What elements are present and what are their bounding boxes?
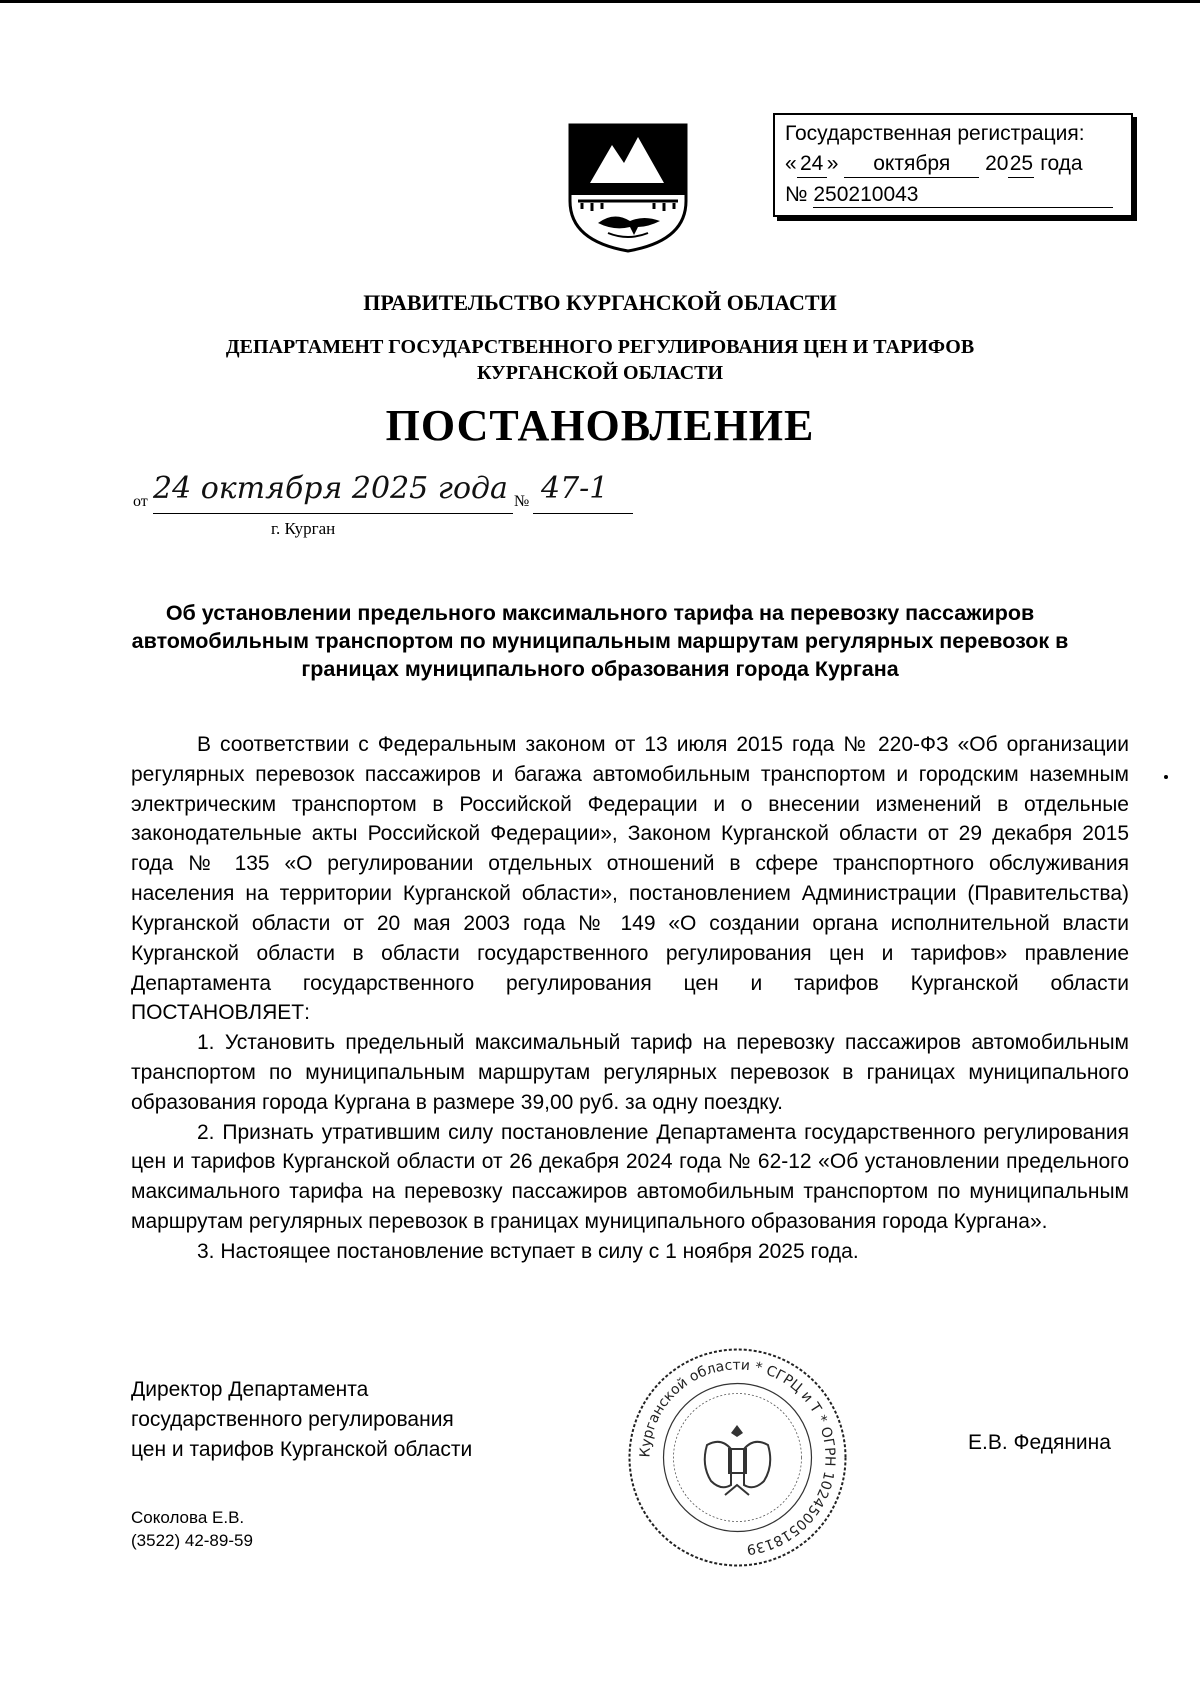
signer-position-line-1: Директор Департамента: [131, 1378, 369, 1401]
document-body: [131, 730, 1129, 1267]
registration-date: « 24 » октября 2025 года: [785, 149, 1121, 179]
registration-year-word: года: [1040, 152, 1083, 176]
official-seal: [625, 1345, 850, 1570]
signer-name: Е.В. Федянина: [968, 1431, 1111, 1454]
registration-number-label: №: [785, 182, 808, 206]
government-name: ПРАВИТЕЛЬСТВО КУРГАНСКОЙ ОБЛАСТИ: [363, 290, 837, 315]
scan-speck: [1164, 775, 1168, 779]
registration-year-prefix: 20: [985, 152, 1009, 176]
handwritten-date: 24 октября 2025 года: [153, 471, 508, 506]
department-line-2: КУРГАНСКОЙ ОБЛАСТИ: [476, 362, 724, 384]
registration-number-row: [785, 180, 1121, 210]
signer-position-line-2: государственного регулирования: [131, 1407, 454, 1431]
signer-position-line-3: цен и тарифов Курганской области: [131, 1437, 473, 1461]
item-2-paragraph: 2. Признать утратившим силу постановление Департамента государственного регулирования цен и тарифов Курганской области от 26 декабря 2024 года № 62-12 «Об установлении предельного максимального тарифа на перевозку пассажиров автомобильным транспортом по муниципальным маршрутам регулярных перевозок в границах муниципального образования города Кургана».: [131, 1120, 1129, 1233]
registration-year-suffix: 25: [1008, 151, 1034, 177]
executor-phone: (3522) 42-89-59: [131, 1530, 253, 1550]
svg-text:Курганской области * СГРЦ и Т: [637, 1357, 837, 1557]
item-3-paragraph: 3. Настоящее постановление вступает в силу с 1 ноября 2025 года.: [197, 1239, 859, 1263]
item-1-paragraph: 1. Установить предельный максимальный тариф на перевозку пассажиров автомобильным транспортом по муниципальным маршрутам регулярных перевозок в границах муниципального образования города Кургана в размере 39,00 руб. за одну поездку.: [131, 1031, 1129, 1114]
registration-month: октября: [844, 151, 979, 177]
executor-name: Соколова Е.В.: [131, 1508, 245, 1527]
handwritten-number: 47-1: [541, 471, 609, 506]
executor-info: [131, 1507, 253, 1553]
department-name: [0, 334, 1200, 386]
city-name: г. Курган: [271, 519, 336, 538]
document-title: Об установлении предельного максимального тарифа на перевозку пассажиров автомобильным транспортом по муниципальным маршрутам регулярных перевозок в границах муниципального образования города Кургана: [131, 601, 1069, 681]
date-from-label: от: [133, 493, 148, 510]
document-dateline: [133, 471, 653, 515]
coat-of-arms-emblem: [568, 123, 688, 253]
registration-day: 24: [797, 151, 827, 177]
registration-number: 250210043: [813, 182, 1113, 208]
registration-title: Государственная регистрация:: [785, 122, 1085, 145]
department-line-1: ДЕПАРТАМЕНТ ГОСУДАРСТВЕННОГО РЕГУЛИРОВАНИЯ ЦЕН И ТАРИФОВ: [225, 336, 975, 358]
signer-position: [131, 1375, 472, 1464]
document-type: ПОСТАНОВЛЕНИЕ: [385, 401, 815, 450]
document-number-label: №: [514, 493, 530, 510]
registration-stamp-box: [773, 113, 1133, 217]
seal-text: Курганской области * СГРЦ и Т * ОГРН 1024500518139: [637, 1357, 838, 1558]
preamble-paragraph: В соответствии с Федеральным законом от 13 июля 2015 года № 220-ФЗ «Об организации регулярных перевозок пассажиров и багажа автомобильным транспортом и городским наземным электрическим транспортом в Российской Федерации и о внесении изменений в отдельные законодательные акты Российской Федерации», Законом Курганской области от 29 декабря 2015 года № 135 «О регулировании отдельных отношений в сфере транспортного обслуживания населения на территории Курганской области», постановлением Администрации (Правительства) Курганской области от 20 мая 2003 года № 149 «О создании органа исполнительной власти Курганской области в области государственного регулирования цен и тарифов» правление Департамента государственного регулирования цен и тарифов Курганской области ПОСТАНОВЛЯЕТ:: [131, 733, 1129, 1025]
date-underline: [153, 513, 513, 514]
scan-top-edge: [0, 0, 1200, 3]
number-underline: [533, 513, 633, 514]
